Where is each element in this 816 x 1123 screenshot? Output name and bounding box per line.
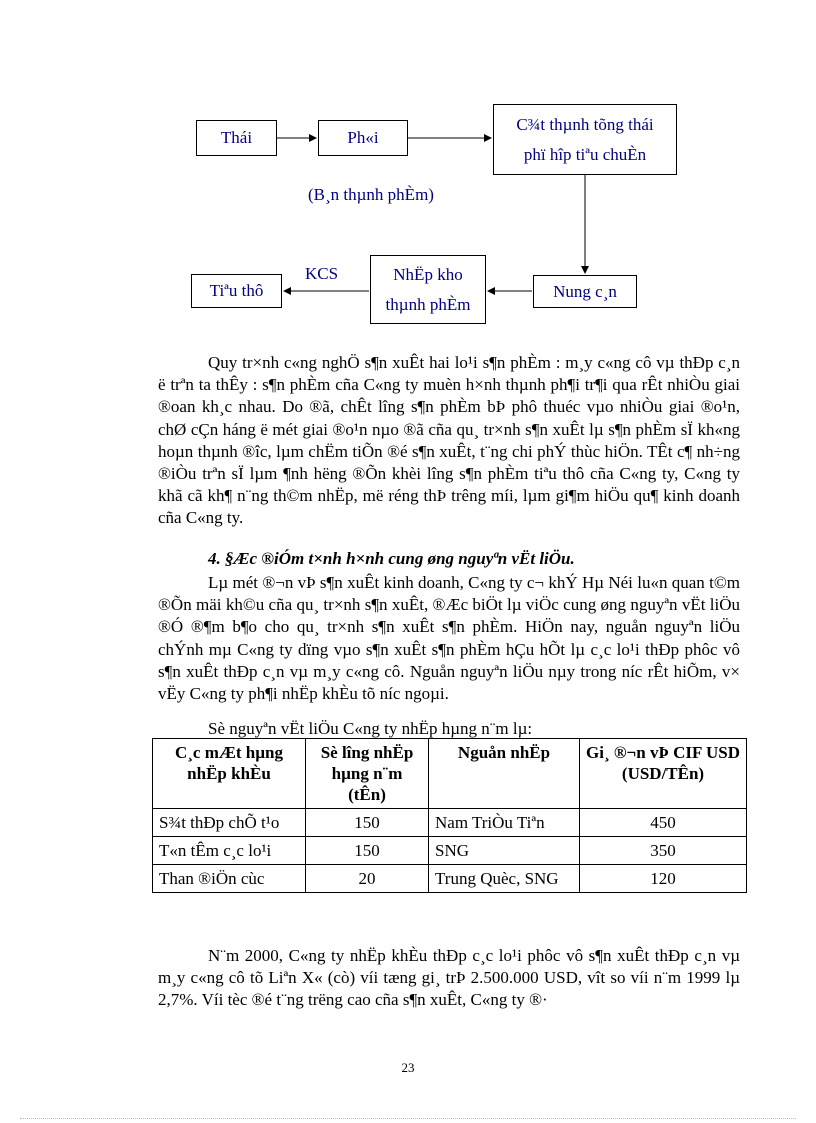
table-header-item: C¸c mÆt hµng nhËp khÈu — [153, 739, 306, 809]
flow-step-nung-can-label: Nung c¸n — [553, 281, 617, 301]
flow-step-thai — [196, 120, 277, 156]
table-header-price: Gi¸ ®¬n vÞ CIF USD (USD/TÊn) — [580, 739, 747, 809]
paragraph-quy-trinh: Quy tr×nh c«ng nghÖ s¶n xuÊt hai lo¹i s¶n phÈm : m¸y c«ng cô vµ thÐp c¸n ë trªn ta thÊy : s¶n phÈm cña C«ng ty muèn h×nh thµnh ph¶i tr¶i qua rÊt nhiÒu giai ®oan kh¸c nhau. Do ®ã, chÊt lîng s¶n phÈm bÞ phô thuéc vµo nhiÒu giai ®o¹n, chØ cÇn háng ë mét giai ®o¹n nµo ®ã cña qu¸ tr×nh s¶n xuÊt lµ s¶n phÈm sÏ kh«ng hoµn thµnh ®îc, lµm chËm tiÕn ®é s¶n xuÊt, t¨ng chi phÝ thùc hiÖn. TÊt c¶ nh÷ng ®iÒu trªn sÏ lµm ¶nh hëng ®Õn khèi lîng s¶n phÈm tiªu thô cña C«ng ty, C«ng ty khã cã kh¶ n¨ng th©m nhËp, më réng thÞ trêng míi, lµm gi¶m hiÖu qu¶ kinh doanh cña C«ng ty. — [158, 353, 740, 528]
table-header-row — [153, 739, 747, 809]
table-cell-source: Nam TriÒu Tiªn — [429, 809, 580, 837]
table-cell-source: SNG — [429, 837, 580, 865]
table-cell-price: 450 — [580, 809, 747, 837]
table-cell-price: 350 — [580, 837, 747, 865]
flow-step-tieu-thu — [191, 274, 282, 308]
flow-label-kcs: KCS — [305, 264, 339, 283]
table-caption: Sè nguyªn vËt liÖu C«ng ty nhËp hµng n¨m lµ: — [208, 719, 533, 738]
table-cell-item: Than ®iÖn cùc — [153, 865, 306, 893]
table-cell-quantity: 150 — [306, 837, 429, 865]
paragraph-nhap-khau-2000: N¨m 2000, C«ng ty nhËp khÈu thÐp c¸c lo¹i phôc vô s¶n xuÊt thÐp c¸n vµ m¸y c«ng cô tõ Liªn X« (cò) víi tæng gi¸ trÞ 2.500.000 USD, vît so víi n¨m 1999 lµ 2,7%. Víi tèc ®é t¨ng trëng cao cña s¶n xuÊt, C«ng ty ®· — [158, 946, 740, 1010]
table-row — [153, 865, 747, 893]
flow-step-tieu-thu-label: Tiªu thô — [209, 281, 264, 300]
footer-rule — [20, 1118, 796, 1119]
table-cell-item: T«n tÊm c¸c lo¹i — [153, 837, 306, 865]
section-heading: 4. §Æc ®iÓm t×nh h×nh cung øng nguyªn vËt liÖu. — [208, 549, 575, 568]
flow-step-nung-can — [533, 275, 637, 308]
flow-step-phoi — [318, 120, 408, 156]
paragraph-cung-ung: Lµ mét ®¬n vÞ s¶n xuÊt kinh doanh, C«ng ty c¬ khÝ Hµ Néi lu«n quan t©m ®Õn mäi kh©u cña qu¸ tr×nh s¶n xuÊt, ®Æc biÖt lµ viÖc cung øng nguyªn vËt liÖu ®Ó ®¶m b¶o cho qu¸ tr×nh s¶n xuÊt s¶n phÈm. HiÖn nay, nguån nguyªn liÖu chÝnh mµ C«ng ty dïng vµo s¶n xuÊt s¶n phÈm hÇu hÕt lµ c¸c lo¹i thÐp phôc vô s¶n xuÊt thÐp c¸n vµ m¸y c«ng cô. Nguån nguyªn liÖu nµy trong níc rÊt hiÕm, v× vËy C«ng ty ph¶i nhËp khÈu tõ níc ngoµi. — [158, 573, 740, 704]
flow-step-thai-label: Thái — [220, 128, 253, 147]
table-cell-quantity: 150 — [306, 809, 429, 837]
table-cell-price: 120 — [580, 865, 747, 893]
table-header-source: Nguån nhËp — [429, 739, 580, 809]
flow-label-ban-thanh-pham: (B¸n thµnh phÈm) — [308, 185, 434, 204]
table-cell-item: S¾t thÐp chÕ t¹o — [153, 809, 306, 837]
table-row — [153, 837, 747, 865]
flow-step-nhap-kho — [370, 255, 486, 324]
table-cell-quantity: 20 — [306, 865, 429, 893]
flow-step-nhap-kho-line2: thµnh phÈm — [385, 294, 471, 314]
flow-step-cat-line1: C¾t thµnh tõng thái — [516, 114, 654, 134]
import-table — [152, 738, 747, 893]
page-number: 23 — [401, 1060, 415, 1075]
flow-step-phoi-label: Ph«i — [347, 128, 379, 147]
table-header-quantity: Sè lîng nhËp hµng n¨m (tÊn) — [306, 739, 429, 809]
table-cell-source: Trung Quèc, SNG — [429, 865, 580, 893]
flow-step-cat-line2: phï hîp tiªu chuÈn — [523, 144, 647, 164]
flow-step-cat — [493, 104, 677, 175]
flow-step-nhap-kho-line1: NhËp kho — [393, 264, 463, 284]
table-row — [153, 809, 747, 837]
